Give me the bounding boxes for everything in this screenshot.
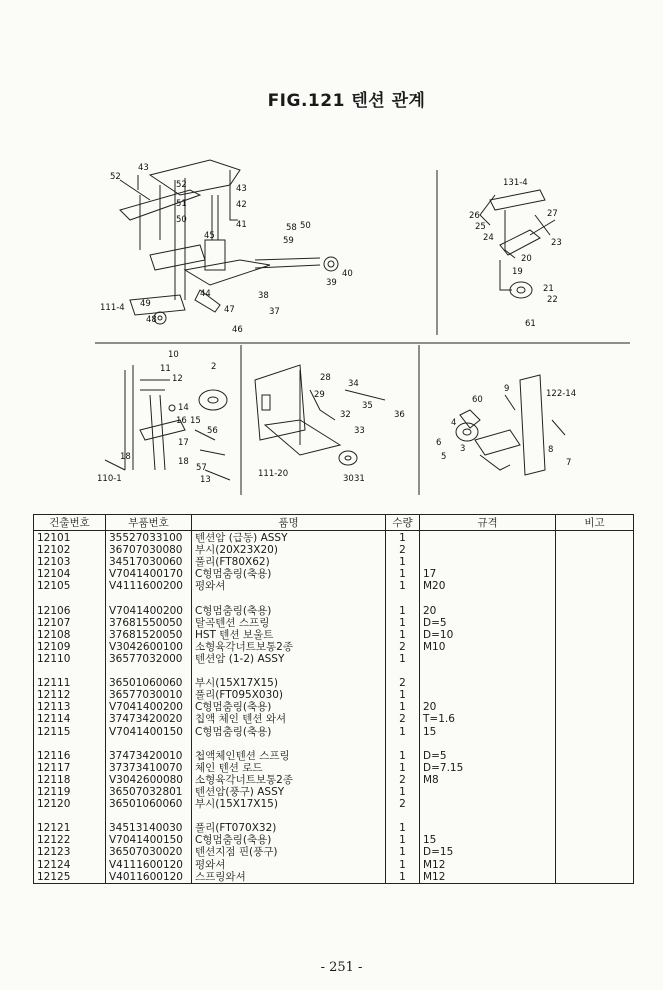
table-spacer-row bbox=[34, 665, 634, 677]
cell-spec bbox=[420, 822, 556, 834]
cell-spec: D=15 bbox=[420, 846, 556, 858]
cell-part-no: V4111600120 bbox=[106, 859, 192, 871]
cell-part-no: 35527033100 bbox=[106, 531, 192, 545]
cell-part-name: 칩액 체인 텐션 와셔 bbox=[192, 713, 386, 725]
cell-spec: 20 bbox=[420, 605, 556, 617]
cell-qty: 1 bbox=[386, 556, 420, 568]
cell-qty: 1 bbox=[386, 822, 420, 834]
cell-remarks bbox=[556, 689, 634, 701]
cell-remarks bbox=[556, 629, 634, 641]
table-row bbox=[34, 641, 634, 653]
svg-text:111-20: 111-20 bbox=[258, 469, 289, 479]
table-row bbox=[34, 605, 634, 617]
cell-remarks bbox=[556, 798, 634, 810]
table-row bbox=[34, 677, 634, 689]
cell-ref-no: 12105 bbox=[34, 580, 106, 592]
cell-ref-no: 12116 bbox=[34, 750, 106, 762]
svg-text:35: 35 bbox=[362, 401, 373, 411]
cell-part-name: 풀리(FT80X62) bbox=[192, 556, 386, 568]
cell-part-name: 체인 텐션 로드 bbox=[192, 762, 386, 774]
spacer-cell bbox=[106, 665, 192, 677]
cell-part-no: V3042600100 bbox=[106, 641, 192, 653]
cell-spec bbox=[420, 531, 556, 545]
svg-text:52: 52 bbox=[110, 172, 121, 182]
spacer-cell bbox=[556, 810, 634, 822]
cell-part-name: 소형육각너트보통2종 bbox=[192, 641, 386, 653]
svg-text:52: 52 bbox=[176, 180, 187, 190]
cell-spec: D=7.15 bbox=[420, 762, 556, 774]
cell-part-name: 부시(20X23X20) bbox=[192, 544, 386, 556]
spacer-cell bbox=[420, 738, 556, 750]
cell-spec: D=5 bbox=[420, 617, 556, 629]
svg-text:11: 11 bbox=[160, 364, 171, 374]
table-row bbox=[34, 762, 634, 774]
table-row bbox=[34, 786, 634, 798]
table-header-row bbox=[34, 515, 634, 531]
spacer-cell bbox=[192, 665, 386, 677]
cell-spec bbox=[420, 798, 556, 810]
cell-part-name: 텐션암 (급동) ASSY bbox=[192, 531, 386, 545]
cell-remarks bbox=[556, 544, 634, 556]
svg-text:21: 21 bbox=[543, 284, 554, 294]
cell-spec bbox=[420, 653, 556, 665]
svg-text:28: 28 bbox=[320, 373, 331, 383]
svg-text:13: 13 bbox=[200, 475, 211, 485]
spacer-cell bbox=[386, 810, 420, 822]
spacer-cell bbox=[556, 665, 634, 677]
svg-text:10: 10 bbox=[168, 350, 179, 360]
svg-text:22: 22 bbox=[547, 295, 558, 305]
cell-part-name: 텐션암 (1-2) ASSY bbox=[192, 653, 386, 665]
cell-ref-no: 12102 bbox=[34, 544, 106, 556]
cell-spec: 15 bbox=[420, 834, 556, 846]
svg-text:16: 16 bbox=[176, 416, 187, 426]
svg-text:27: 27 bbox=[547, 209, 558, 219]
spacer-cell bbox=[386, 592, 420, 604]
svg-text:41: 41 bbox=[236, 220, 247, 230]
cell-remarks bbox=[556, 762, 634, 774]
cell-qty: 1 bbox=[386, 871, 420, 884]
cell-ref-no: 12101 bbox=[34, 531, 106, 545]
cell-part-no: 37473420020 bbox=[106, 713, 192, 725]
cell-part-no: V7041400200 bbox=[106, 701, 192, 713]
cell-part-no: 34517030060 bbox=[106, 556, 192, 568]
cell-qty: 1 bbox=[386, 617, 420, 629]
svg-text:44: 44 bbox=[200, 289, 211, 299]
cell-part-no: 36507030020 bbox=[106, 846, 192, 858]
cell-remarks bbox=[556, 786, 634, 798]
cell-qty: 1 bbox=[386, 653, 420, 665]
svg-text:12: 12 bbox=[172, 374, 183, 384]
svg-text:45: 45 bbox=[204, 231, 215, 241]
cell-ref-no: 12119 bbox=[34, 786, 106, 798]
table-body bbox=[34, 531, 634, 884]
svg-text:50: 50 bbox=[300, 221, 311, 231]
cell-remarks bbox=[556, 568, 634, 580]
cell-qty: 1 bbox=[386, 580, 420, 592]
svg-text:59: 59 bbox=[283, 236, 294, 246]
table-row bbox=[34, 568, 634, 580]
table-spacer-row bbox=[34, 592, 634, 604]
cell-qty: 2 bbox=[386, 677, 420, 689]
cell-remarks bbox=[556, 750, 634, 762]
cell-spec bbox=[420, 677, 556, 689]
svg-text:26: 26 bbox=[469, 211, 480, 221]
svg-text:43: 43 bbox=[138, 163, 149, 173]
svg-text:29: 29 bbox=[314, 390, 325, 400]
cell-part-no: V4011600120 bbox=[106, 871, 192, 884]
svg-text:9: 9 bbox=[504, 384, 510, 394]
cell-qty: 1 bbox=[386, 531, 420, 545]
table-row bbox=[34, 750, 634, 762]
cell-spec bbox=[420, 556, 556, 568]
cell-ref-no: 12104 bbox=[34, 568, 106, 580]
cell-part-name: 부시(15X17X15) bbox=[192, 677, 386, 689]
cell-spec: 17 bbox=[420, 568, 556, 580]
cell-ref-no: 12112 bbox=[34, 689, 106, 701]
cell-part-no: 36507032801 bbox=[106, 786, 192, 798]
table-row bbox=[34, 798, 634, 810]
cell-ref-no: 12107 bbox=[34, 617, 106, 629]
parts-list-table bbox=[33, 514, 634, 884]
svg-text:49: 49 bbox=[140, 299, 151, 309]
cell-ref-no: 12124 bbox=[34, 859, 106, 871]
cell-spec: M20 bbox=[420, 580, 556, 592]
svg-text:47: 47 bbox=[224, 305, 235, 315]
cell-part-no: 36707030080 bbox=[106, 544, 192, 556]
svg-text:60: 60 bbox=[472, 395, 483, 405]
header-qty: 수량 bbox=[386, 515, 420, 531]
cell-remarks bbox=[556, 846, 634, 858]
svg-text:50: 50 bbox=[176, 215, 187, 225]
spacer-cell bbox=[386, 665, 420, 677]
svg-text:39: 39 bbox=[326, 278, 337, 288]
cell-spec: T=1.6 bbox=[420, 713, 556, 725]
cell-remarks bbox=[556, 677, 634, 689]
cell-spec: M12 bbox=[420, 871, 556, 884]
cell-spec bbox=[420, 786, 556, 798]
cell-part-no: V7041400150 bbox=[106, 726, 192, 738]
spacer-cell bbox=[556, 592, 634, 604]
cell-spec: M8 bbox=[420, 774, 556, 786]
cell-qty: 2 bbox=[386, 774, 420, 786]
cell-spec: M12 bbox=[420, 859, 556, 871]
cell-qty: 1 bbox=[386, 762, 420, 774]
cell-qty: 1 bbox=[386, 605, 420, 617]
cell-ref-no: 12108 bbox=[34, 629, 106, 641]
cell-ref-no: 12122 bbox=[34, 834, 106, 846]
cell-spec: M10 bbox=[420, 641, 556, 653]
svg-text:131-4: 131-4 bbox=[503, 178, 528, 188]
cell-part-name: HST 텐션 보울트 bbox=[192, 629, 386, 641]
table-row bbox=[34, 834, 634, 846]
cell-spec bbox=[420, 689, 556, 701]
table-row bbox=[34, 701, 634, 713]
cell-remarks bbox=[556, 580, 634, 592]
cell-part-no: 37373410070 bbox=[106, 762, 192, 774]
table-row bbox=[34, 617, 634, 629]
cell-qty: 2 bbox=[386, 798, 420, 810]
cell-ref-no: 12117 bbox=[34, 762, 106, 774]
cell-part-name: 소형육각너트보통2종 bbox=[192, 774, 386, 786]
svg-text:31: 31 bbox=[354, 474, 365, 484]
cell-qty: 1 bbox=[386, 750, 420, 762]
spacer-cell bbox=[556, 738, 634, 750]
svg-text:24: 24 bbox=[483, 233, 494, 243]
cell-spec: D=5 bbox=[420, 750, 556, 762]
cell-remarks bbox=[556, 859, 634, 871]
cell-qty: 1 bbox=[386, 568, 420, 580]
cell-spec bbox=[420, 544, 556, 556]
table-row bbox=[34, 629, 634, 641]
cell-ref-no: 12110 bbox=[34, 653, 106, 665]
table-row bbox=[34, 774, 634, 786]
table-row bbox=[34, 556, 634, 568]
cell-part-name: 텐션지점 핀(풍구) bbox=[192, 846, 386, 858]
callout-numbers bbox=[97, 163, 576, 485]
cell-ref-no: 12120 bbox=[34, 798, 106, 810]
cell-remarks bbox=[556, 617, 634, 629]
cell-ref-no: 12118 bbox=[34, 774, 106, 786]
cell-qty: 1 bbox=[386, 846, 420, 858]
svg-text:32: 32 bbox=[340, 410, 351, 420]
cell-part-name: 탈곡텐션 스프링 bbox=[192, 617, 386, 629]
cell-part-name: C형멈춤링(축용) bbox=[192, 605, 386, 617]
spacer-cell bbox=[34, 810, 106, 822]
cell-remarks bbox=[556, 822, 634, 834]
spacer-cell bbox=[34, 665, 106, 677]
svg-text:58: 58 bbox=[286, 223, 297, 233]
svg-text:14: 14 bbox=[178, 403, 189, 413]
svg-text:46: 46 bbox=[232, 325, 243, 335]
svg-text:111-4: 111-4 bbox=[100, 303, 125, 313]
table-row bbox=[34, 726, 634, 738]
cell-ref-no: 12125 bbox=[34, 871, 106, 884]
cell-ref-no: 12111 bbox=[34, 677, 106, 689]
cell-part-name: C형멈춤링(축용) bbox=[192, 726, 386, 738]
cell-spec: 15 bbox=[420, 726, 556, 738]
table-row bbox=[34, 580, 634, 592]
svg-text:48: 48 bbox=[146, 315, 157, 325]
table-row bbox=[34, 871, 634, 884]
header-part-no: 부품번호 bbox=[106, 515, 192, 531]
cell-remarks bbox=[556, 713, 634, 725]
cell-part-no: V4111600200 bbox=[106, 580, 192, 592]
cell-part-no: 34513140030 bbox=[106, 822, 192, 834]
table-row bbox=[34, 653, 634, 665]
cell-qty: 1 bbox=[386, 701, 420, 713]
cell-qty: 1 bbox=[386, 726, 420, 738]
header-ref-no: 건출번호 bbox=[34, 515, 106, 531]
cell-part-no: 37473420010 bbox=[106, 750, 192, 762]
svg-text:57: 57 bbox=[196, 463, 207, 473]
cell-ref-no: 12109 bbox=[34, 641, 106, 653]
cell-remarks bbox=[556, 653, 634, 665]
cell-part-no: V7041400200 bbox=[106, 605, 192, 617]
table-spacer-row bbox=[34, 738, 634, 750]
cell-ref-no: 12123 bbox=[34, 846, 106, 858]
header-remarks: 비고 bbox=[556, 515, 634, 531]
cell-part-no: V3042600080 bbox=[106, 774, 192, 786]
svg-text:15: 15 bbox=[190, 416, 201, 426]
cell-part-no: V7041400170 bbox=[106, 568, 192, 580]
svg-text:19: 19 bbox=[512, 267, 523, 277]
table-row bbox=[34, 713, 634, 725]
cell-part-no: 36501060060 bbox=[106, 677, 192, 689]
cell-remarks bbox=[556, 556, 634, 568]
table-row bbox=[34, 846, 634, 858]
cell-remarks bbox=[556, 701, 634, 713]
table-row bbox=[34, 544, 634, 556]
cell-ref-no: 12113 bbox=[34, 701, 106, 713]
svg-text:8: 8 bbox=[548, 445, 554, 455]
svg-text:122-14: 122-14 bbox=[546, 389, 577, 399]
cell-part-name: 부시(15X17X15) bbox=[192, 798, 386, 810]
cell-spec: D=10 bbox=[420, 629, 556, 641]
svg-text:51: 51 bbox=[176, 199, 187, 209]
cell-remarks bbox=[556, 726, 634, 738]
svg-text:4: 4 bbox=[451, 418, 457, 428]
page-number: - 251 - bbox=[320, 960, 363, 975]
cell-ref-no: 12121 bbox=[34, 822, 106, 834]
cell-remarks bbox=[556, 605, 634, 617]
cell-part-name: 평와셔 bbox=[192, 580, 386, 592]
svg-text:5: 5 bbox=[441, 452, 447, 462]
svg-text:37: 37 bbox=[269, 307, 280, 317]
table-row bbox=[34, 531, 634, 545]
table-row bbox=[34, 689, 634, 701]
header-part-name: 품명 bbox=[192, 515, 386, 531]
cell-spec: 20 bbox=[420, 701, 556, 713]
cell-part-name: C형멈춤링(축용) bbox=[192, 834, 386, 846]
cell-ref-no: 12115 bbox=[34, 726, 106, 738]
svg-text:7: 7 bbox=[566, 458, 572, 468]
cell-part-name: 평와셔 bbox=[192, 859, 386, 871]
spacer-cell bbox=[34, 738, 106, 750]
spacer-cell bbox=[106, 592, 192, 604]
table-row bbox=[34, 859, 634, 871]
svg-text:3: 3 bbox=[460, 444, 466, 454]
svg-text:18: 18 bbox=[178, 457, 189, 467]
spacer-cell bbox=[192, 738, 386, 750]
cell-part-no: V7041400150 bbox=[106, 834, 192, 846]
cell-part-no: 37681520050 bbox=[106, 629, 192, 641]
svg-text:56: 56 bbox=[207, 426, 218, 436]
cell-part-no: 37681550050 bbox=[106, 617, 192, 629]
cell-ref-no: 12103 bbox=[34, 556, 106, 568]
cell-part-no: 36501060060 bbox=[106, 798, 192, 810]
spacer-cell bbox=[192, 592, 386, 604]
spacer-cell bbox=[106, 738, 192, 750]
cell-qty: 1 bbox=[386, 689, 420, 701]
cell-qty: 2 bbox=[386, 641, 420, 653]
spacer-cell bbox=[420, 810, 556, 822]
svg-text:36: 36 bbox=[394, 410, 405, 420]
svg-text:20: 20 bbox=[521, 254, 532, 264]
spacer-cell bbox=[192, 810, 386, 822]
cell-remarks bbox=[556, 871, 634, 884]
cell-qty: 1 bbox=[386, 834, 420, 846]
cell-part-name: 첩액체인텐션 스프링 bbox=[192, 750, 386, 762]
spacer-cell bbox=[34, 592, 106, 604]
svg-text:2: 2 bbox=[211, 362, 217, 372]
cell-part-name: 풀리(FT095X030) bbox=[192, 689, 386, 701]
spacer-cell bbox=[420, 592, 556, 604]
svg-text:61: 61 bbox=[525, 319, 536, 329]
cell-part-no: 36577030010 bbox=[106, 689, 192, 701]
table-row bbox=[34, 822, 634, 834]
cell-remarks bbox=[556, 641, 634, 653]
svg-text:18: 18 bbox=[120, 452, 131, 462]
header-spec: 규격 bbox=[420, 515, 556, 531]
cell-ref-no: 12106 bbox=[34, 605, 106, 617]
cell-part-name: 스프링와셔 bbox=[192, 871, 386, 884]
cell-part-name: C형멈춤링(축용) bbox=[192, 701, 386, 713]
cell-part-no: 36577032000 bbox=[106, 653, 192, 665]
cell-qty: 1 bbox=[386, 786, 420, 798]
cell-part-name: C형멈춤링(축용) bbox=[192, 568, 386, 580]
figure-title: FIG.121 텐션 관계 bbox=[267, 91, 426, 111]
spacer-cell bbox=[386, 738, 420, 750]
svg-text:43: 43 bbox=[236, 184, 247, 194]
cell-qty: 1 bbox=[386, 859, 420, 871]
cell-ref-no: 12114 bbox=[34, 713, 106, 725]
cell-remarks bbox=[556, 834, 634, 846]
cell-remarks bbox=[556, 531, 634, 545]
svg-text:42: 42 bbox=[236, 200, 247, 210]
cell-qty: 1 bbox=[386, 629, 420, 641]
cell-qty: 2 bbox=[386, 544, 420, 556]
svg-text:23: 23 bbox=[551, 238, 562, 248]
svg-text:17: 17 bbox=[178, 438, 189, 448]
svg-text:6: 6 bbox=[436, 438, 442, 448]
svg-text:38: 38 bbox=[258, 291, 269, 301]
svg-text:110-1: 110-1 bbox=[97, 474, 122, 484]
cell-part-name: 풀리(FT070X32) bbox=[192, 822, 386, 834]
cell-part-name: 텐션암(풍구) ASSY bbox=[192, 786, 386, 798]
cell-qty: 2 bbox=[386, 713, 420, 725]
svg-text:33: 33 bbox=[354, 426, 365, 436]
svg-text:25: 25 bbox=[475, 222, 486, 232]
svg-text:34: 34 bbox=[348, 379, 359, 389]
table-spacer-row bbox=[34, 810, 634, 822]
svg-text:40: 40 bbox=[342, 269, 353, 279]
spacer-cell bbox=[420, 665, 556, 677]
cell-remarks bbox=[556, 774, 634, 786]
spacer-cell bbox=[106, 810, 192, 822]
svg-text:30: 30 bbox=[343, 474, 354, 484]
